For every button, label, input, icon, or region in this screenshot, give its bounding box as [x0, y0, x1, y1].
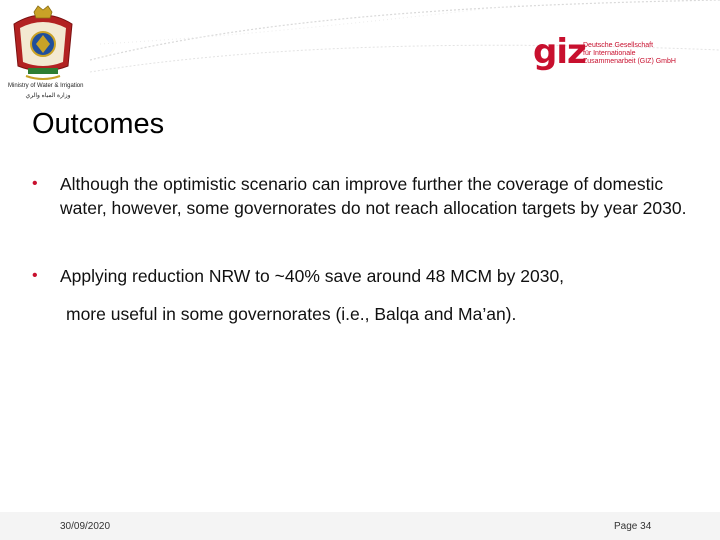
footer-date: 30/09/2020: [60, 521, 111, 532]
giz-wordmark: giz: [533, 32, 586, 72]
bullet-item: [32, 172, 692, 220]
slide-title: Outcomes: [32, 108, 165, 140]
giz-subtitle: Deutsche Gesellschaft für Internationale Zusammenarbeit (GIZ) GmbH: [583, 42, 676, 65]
ministry-name-arabic: وزارة المياه والري: [25, 93, 71, 99]
jordan-emblem-logo: [8, 4, 78, 82]
giz-logo: [533, 32, 676, 78]
bullet-text: Applying reduction NRW to ~40% save around 48 MCM by 2030,: [60, 266, 565, 286]
ministry-name-english: Ministry of Water & Irrigation: [8, 83, 84, 89]
page-number: Page 34: [614, 521, 652, 532]
bullet-continuation: more useful in some governorates (i.e., Balqa and Ma’an).: [66, 304, 517, 324]
bullet-dot: •: [32, 267, 38, 284]
bullet-list: [32, 172, 692, 326]
bullet-text: Although the optimistic scenario can improve further the coverage of domestic water, however, some governorates do not reach allocation targets by year 2030.: [60, 174, 687, 218]
bullet-dot: •: [32, 175, 38, 192]
bullet-item: [32, 264, 692, 326]
